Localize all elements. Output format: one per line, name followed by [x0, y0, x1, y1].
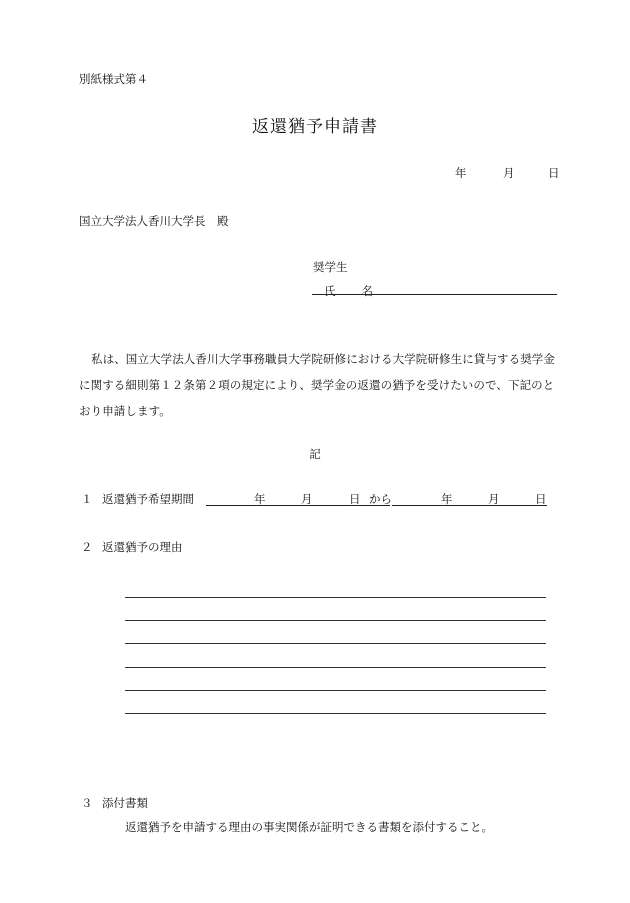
item-1-label: 返還猶予希望期間 — [102, 492, 194, 506]
period-from-month: 月 — [301, 492, 313, 506]
reason-line-4[interactable] — [125, 667, 546, 668]
ki-heading: 記 — [309, 447, 321, 461]
item-2-number: ２ — [81, 540, 93, 554]
reason-line-3[interactable] — [125, 643, 546, 644]
attachment-note: 返還猶予を申請する理由の事実関係が証明できる書類を添付すること。 — [125, 820, 493, 834]
application-statement: 私は、国立大学法人香川大学事務職員大学院研修における大学院研修生に貸与する奨学金に関する細則第１２条第２項の規定により、奨学金の返還の猶予を受けたいので、下記のとおり申請します。 — [79, 352, 555, 418]
name-field-underline[interactable] — [312, 294, 557, 295]
name-char-2: 名 — [361, 284, 373, 298]
period-to-day: 日 — [535, 492, 547, 506]
item-2-label: 返還猶予の理由 — [102, 540, 183, 554]
period-from-year: 年 — [254, 492, 266, 506]
reason-line-2[interactable] — [125, 620, 546, 621]
addressee: 国立大学法人香川大学長 殿 — [79, 214, 229, 228]
item-1-number: １ — [81, 492, 93, 506]
applicant-label: 奨学生 — [313, 260, 348, 274]
reason-line-1[interactable] — [125, 597, 546, 598]
period-to-underline[interactable] — [392, 505, 547, 506]
form-number: 別紙様式第４ — [79, 72, 148, 86]
item-3-label: 添付書類 — [102, 796, 148, 810]
date-year-label: 年 — [455, 166, 467, 180]
reason-line-5[interactable] — [125, 690, 546, 691]
period-from-day: 日 — [349, 492, 361, 506]
item-3-number: ３ — [81, 796, 93, 810]
date-month-label: 月 — [503, 166, 515, 180]
name-label — [324, 283, 373, 299]
name-char-1: 氏 — [324, 284, 336, 298]
period-to-month: 月 — [488, 492, 500, 506]
period-kara: から — [369, 492, 392, 506]
period-from-underline[interactable] — [206, 505, 390, 506]
document-title: 返還猶予申請書 — [252, 117, 378, 137]
date-day-label: 日 — [548, 166, 560, 180]
reason-line-6[interactable] — [125, 713, 546, 714]
period-to-year: 年 — [441, 492, 453, 506]
